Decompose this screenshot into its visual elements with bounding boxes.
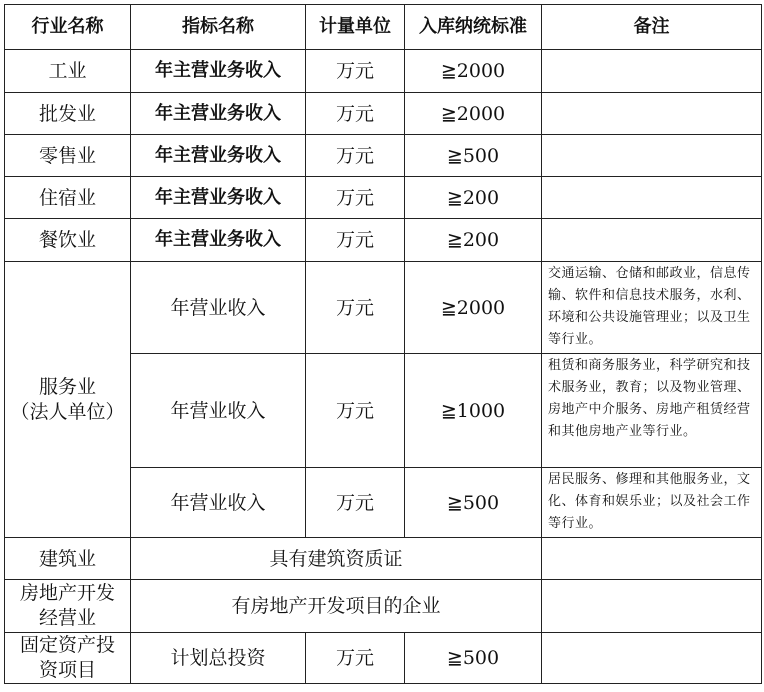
indicator-cell: 年营业收入 [131, 468, 306, 538]
service-industry-cell [5, 262, 131, 538]
note-cell [542, 219, 762, 262]
standard-cell: ≧200 [405, 219, 542, 262]
unit-cell: 万元 [306, 50, 405, 93]
industry-cell [5, 580, 131, 633]
table-row [5, 50, 762, 93]
note-cell: 租赁和商务服务业，科学研究和技术服务业，教育；以及物业管理、房地产中介服务、房地产租赁经营和其他房地产业等行业。 [542, 354, 762, 468]
criterion-cell: 有房地产开发项目的企业 [131, 580, 542, 633]
standard-cell: ≧2000 [405, 262, 542, 354]
note-cell [542, 50, 762, 93]
header-indicator: 指标名称 [131, 5, 306, 50]
header-unit: 计量单位 [306, 5, 405, 50]
note-cell [542, 135, 762, 177]
service-industry-label: 服务业 [38, 375, 96, 398]
table-row [5, 135, 762, 177]
note-cell [542, 580, 762, 633]
indicator-cell: 年主营业务收入 [131, 135, 306, 177]
enterprise-standards-table [4, 4, 762, 684]
standard-cell: ≧200 [405, 177, 542, 219]
industry-cell [5, 633, 131, 684]
indicator-cell: 年主营业务收入 [131, 177, 306, 219]
note-cell [542, 93, 762, 135]
unit-cell: 万元 [306, 262, 405, 354]
industry-cell: 住宿业 [5, 177, 131, 219]
note-cell [542, 538, 762, 580]
standard-cell: ≧1000 [405, 354, 542, 468]
table-row [5, 262, 762, 354]
note-cell [542, 633, 762, 684]
service-industry-sublabel: （法人单位） [10, 400, 125, 423]
unit-cell: 万元 [306, 633, 405, 684]
indicator-cell: 年营业收入 [131, 262, 306, 354]
indicator-cell: 计划总投资 [131, 633, 306, 684]
industry-cell: 批发业 [5, 93, 131, 135]
table-row [5, 219, 762, 262]
note-cell [542, 177, 762, 219]
unit-cell: 万元 [306, 93, 405, 135]
note-cell: 居民服务、修理和其他服务业，文化、体育和娱乐业；以及社会工作等行业。 [542, 468, 762, 538]
table-row [5, 177, 762, 219]
industry-label-line2: 经营业 [38, 607, 96, 629]
standard-cell: ≧500 [405, 135, 542, 177]
note-cell: 交通运输、仓储和邮政业，信息传输、软件和信息技术服务，水利、环境和公共设施管理业；以及卫生等行业。 [542, 262, 762, 354]
unit-cell: 万元 [306, 219, 405, 262]
industry-cell: 建筑业 [5, 538, 131, 580]
standard-cell: ≧2000 [405, 93, 542, 135]
industry-label-line1: 房地产开发 [19, 582, 115, 604]
unit-cell: 万元 [306, 135, 405, 177]
table-row [5, 580, 762, 633]
industry-cell: 工业 [5, 50, 131, 93]
industry-label-line1: 固定资产投 [19, 634, 115, 656]
standard-cell: ≧500 [405, 468, 542, 538]
header-row [5, 5, 762, 50]
standard-cell: ≧2000 [405, 50, 542, 93]
unit-cell: 万元 [306, 177, 405, 219]
criterion-cell: 具有建筑资质证 [131, 538, 542, 580]
header-standard: 入库纳统标准 [405, 5, 542, 50]
table-row [5, 633, 762, 684]
industry-cell: 零售业 [5, 135, 131, 177]
header-industry: 行业名称 [5, 5, 131, 50]
indicator-cell: 年主营业务收入 [131, 93, 306, 135]
industry-label-line2: 资项目 [38, 659, 96, 681]
unit-cell: 万元 [306, 354, 405, 468]
header-note: 备注 [542, 5, 762, 50]
indicator-cell: 年营业收入 [131, 354, 306, 468]
indicator-cell: 年主营业务收入 [131, 219, 306, 262]
table-row [5, 538, 762, 580]
indicator-cell: 年主营业务收入 [131, 50, 306, 93]
standard-cell: ≧500 [405, 633, 542, 684]
industry-cell: 餐饮业 [5, 219, 131, 262]
table-row [5, 93, 762, 135]
unit-cell: 万元 [306, 468, 405, 538]
